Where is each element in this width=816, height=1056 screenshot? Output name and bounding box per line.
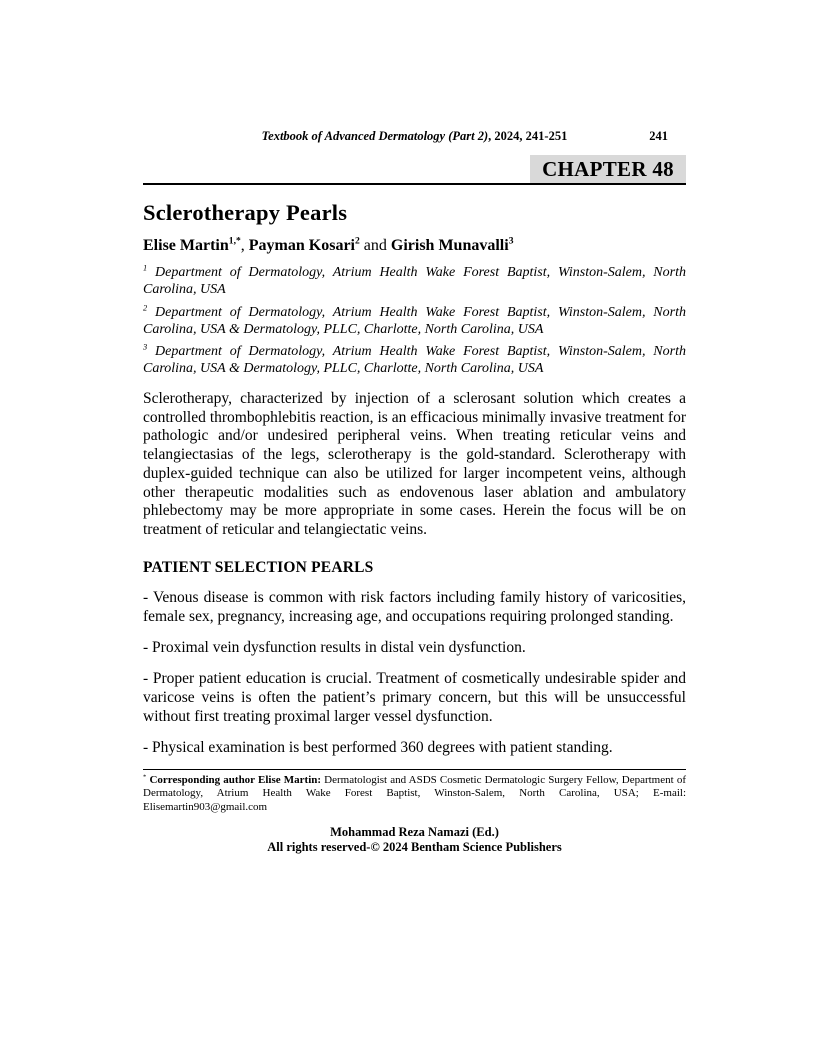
pearl-item: - Proximal vein dysfunction results in distal vein dysfunction.	[143, 639, 526, 657]
pearls-list	[143, 589, 686, 757]
footer-rights: All rights reserved-© 2024 Bentham Science Publishers	[267, 839, 562, 854]
author-affiliation-marker: 3	[508, 235, 514, 247]
affiliations	[143, 264, 686, 377]
footnote-body: Dermatologist and ASDS Cosmetic Dermatologic Surgery Fellow, Department of Dermatology, Atrium Health Wake Forest Baptist, Winston-Salem, North Carolina, USA; E-mail: Elisemartin903@gmail.com	[143, 773, 686, 813]
author-name: Payman Kosari$^2$	[248, 235, 360, 254]
affiliation: $^3$ Department of Dermatology, Atrium Health Wake Forest Baptist, Winston-Salem, North Carolina, USA & Dermatology, PLLC, Charlotte, North Carolina, USA	[143, 342, 686, 376]
affiliation: $^1$ Department of Dermatology, Atrium Health Wake Forest Baptist, Winston-Salem, North Carolina, USA	[143, 263, 686, 297]
footnote-text	[143, 774, 686, 815]
chapter-title: Sclerotherapy Pearls	[143, 200, 348, 225]
footnote-lead: Corresponding author Elise Martin:	[146, 773, 322, 786]
running-header-issue: , 2024, 241-251	[488, 129, 568, 143]
section-heading: PATIENT SELECTION PEARLS	[143, 558, 374, 576]
author-name: Girish Munavalli$^3$	[390, 235, 514, 254]
pearl-item: - Venous disease is common with risk factors including family history of varicosities, female sex, pregnancy, increasing age, and occupations requiring prolonged standing.	[143, 589, 686, 625]
authors-line	[143, 237, 686, 255]
running-header-journal: Textbook of Advanced Dermatology (Part 2)	[261, 129, 489, 143]
author-separator: ,	[240, 237, 249, 254]
affiliation: $^2$ Department of Dermatology, Atrium Health Wake Forest Baptist, Winston-Salem, North Carolina, USA & Dermatology, PLLC, Charlotte, North Carolina, USA	[143, 302, 686, 337]
author-name: Elise Martin$^{1,*}$	[143, 235, 241, 254]
footnote-block	[143, 769, 686, 815]
affiliation-marker: 3	[143, 342, 148, 352]
abstract-paragraph: Sclerotherapy, characterized by injection of a sclerosant solution which creates a controlled thrombophlebitis reaction, is an efficacious minimally invasive treatment for pathologic and/or undesired peripheral veins. When treating reticular veins and telangiectasias of the legs, sclerotherapy is the gold-standard. Sclerotherapy with duplex-guided technique can also be utilized for larger incompetent veins, although other therapeutic modalities such as endovenous laser ablation and ambulatory phlebectomy may be more appropriate in some cases. Herein the focus will be on treatment of reticular and telangiectatic veins.	[143, 390, 686, 538]
book-footer	[143, 825, 686, 854]
affiliation-marker: 1	[143, 263, 148, 273]
footnote-asterisk: *	[143, 772, 147, 780]
author-affiliation-marker: 2	[354, 235, 360, 247]
chapter-rule	[143, 155, 686, 185]
page-number: 241	[649, 129, 668, 143]
author-separator: and	[359, 237, 391, 254]
pearl-item: - Physical examination is best performed 360 degrees with patient standing.	[143, 738, 613, 756]
footer-editor: Mohammad Reza Namazi (Ed.)	[330, 825, 499, 840]
author-affiliation-marker: 1,*	[228, 235, 241, 247]
pearl-item: - Proper patient education is crucial. Treatment of cosmetically undesirable spider and varicose veins is often the patient’s primary concern, but this will be unsuccessful without first treating proximal larger vessel dysfunction.	[143, 670, 686, 725]
running-header	[143, 129, 686, 144]
affiliation-marker: 2	[143, 302, 148, 312]
chapter-label: CHAPTER 48	[530, 155, 686, 183]
